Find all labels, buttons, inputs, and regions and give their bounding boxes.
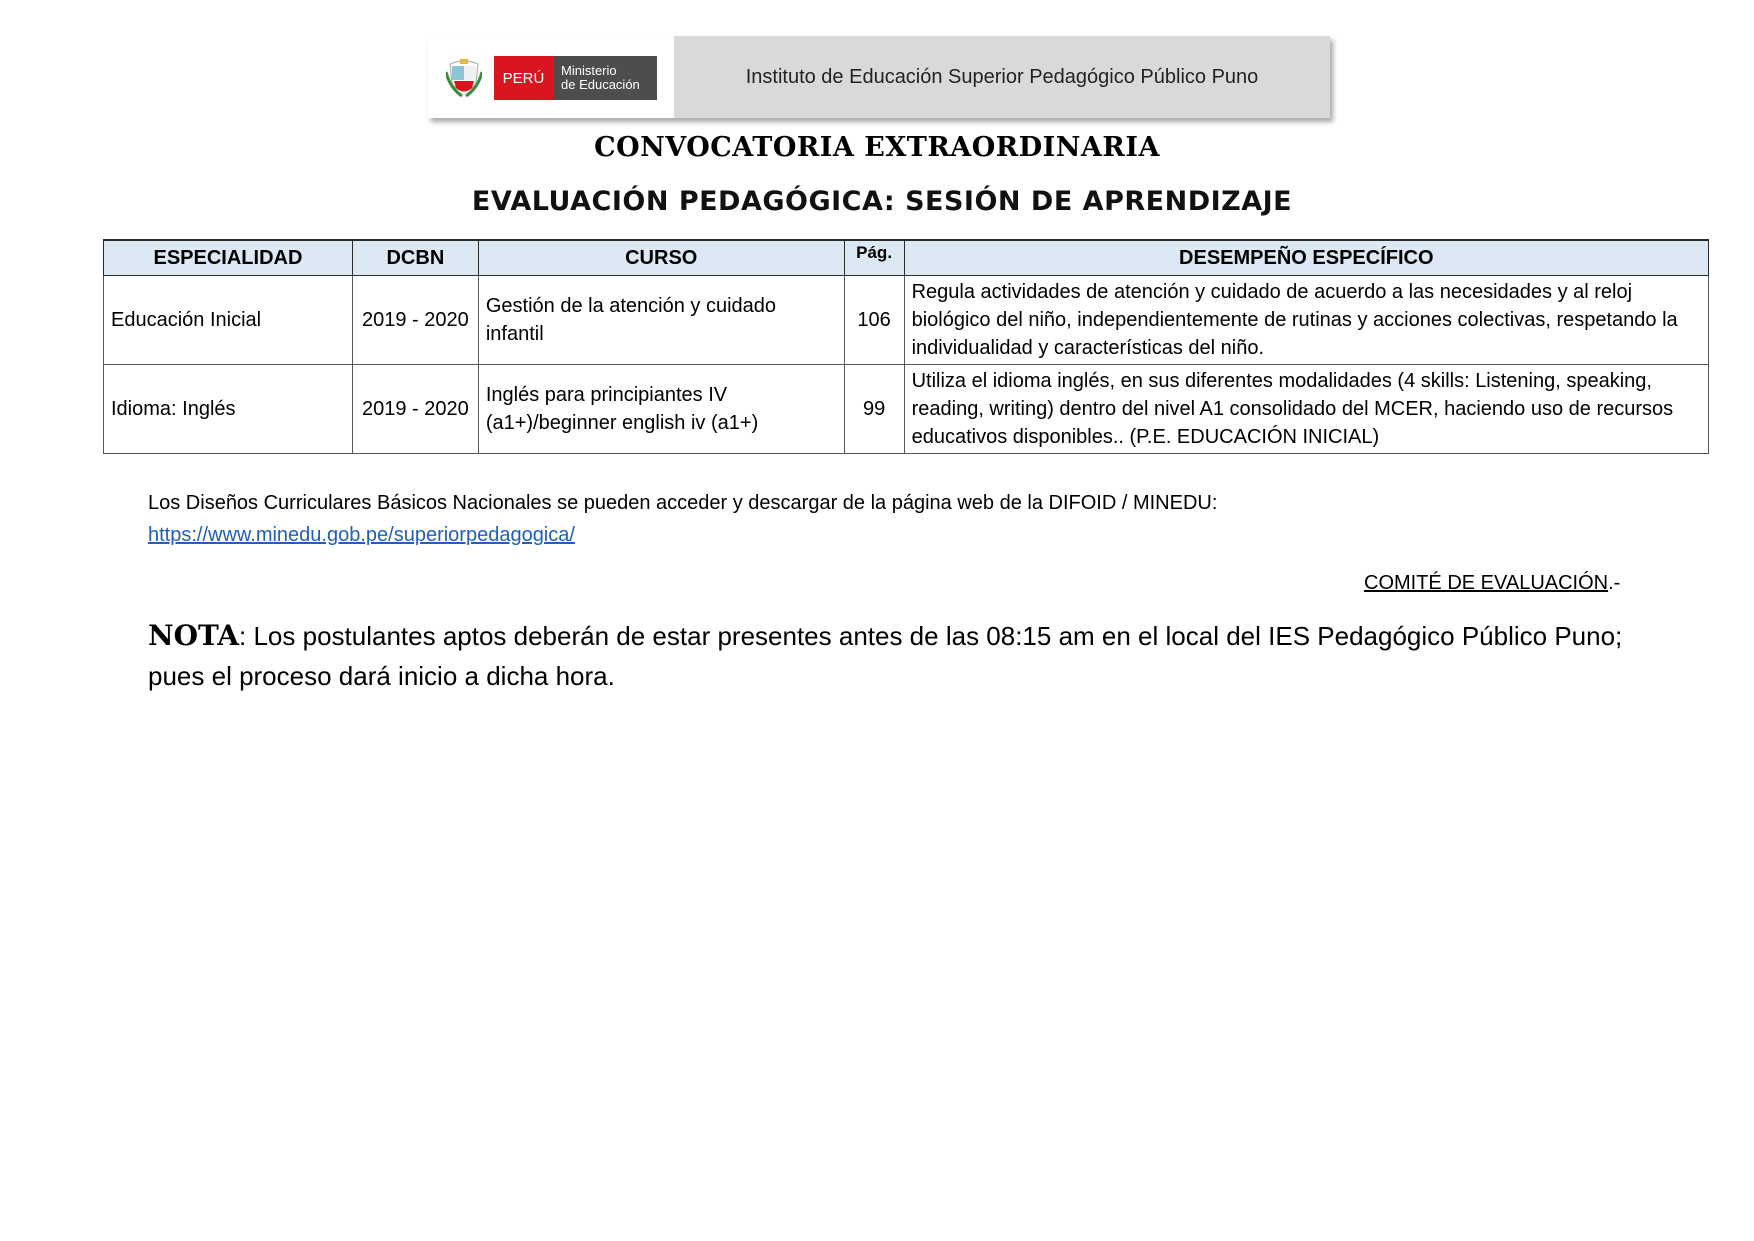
- curriculum-info-text: Los Diseños Curriculares Básicos Nacionales se pueden acceder y descargar de la página web de la DIFOID / MINEDU:: [148, 492, 1218, 514]
- nota-text: : Los postulantes aptos deberán de estar presentes antes de las 08:15 am en el local del IES Pedagógico Público Puno; pues el proceso dará inicio a dicha hora.: [148, 621, 1623, 691]
- committee-suffix: .-: [1608, 572, 1621, 594]
- table-header-row: [104, 240, 1709, 276]
- cell-dcbn: 2019 - 2020: [352, 276, 478, 365]
- nota-paragraph: [148, 616, 1628, 696]
- header-especialidad: ESPECIALIDAD: [104, 240, 353, 276]
- nota-label: NOTA: [148, 619, 240, 652]
- cell-especialidad: Idioma: Inglés: [104, 365, 353, 454]
- cell-desempeno: Regula actividades de atención y cuidado de acuerdo a las necesidades y al reloj biológico del niño, independientemente de rutinas y acciones colectivas, respetando la individualidad y características del niño.: [904, 276, 1708, 365]
- header-dcbn: DCBN: [352, 240, 478, 276]
- cell-pag: 99: [844, 365, 904, 454]
- committee-signature: [1364, 572, 1620, 595]
- minedu-link[interactable]: https://www.minedu.gob.pe/superiorpedagogica/: [148, 524, 575, 546]
- cell-curso: Gestión de la atención y cuidado infantil: [478, 276, 844, 365]
- cell-dcbn: 2019 - 2020: [352, 365, 478, 454]
- peru-label: PERÚ: [494, 56, 553, 100]
- header-desempeno: DESEMPEÑO ESPECÍFICO: [904, 240, 1708, 276]
- document-subtitle: EVALUACIÓN PEDAGÓGICA: SESIÓN DE APRENDIZAJE: [471, 186, 1293, 217]
- ministry-logo: [428, 36, 674, 118]
- table-row: [104, 365, 1709, 454]
- ministry-line-1: Ministerio: [561, 63, 617, 78]
- document-title: CONVOCATORIA EXTRAORDINARIA: [594, 132, 1160, 163]
- table-row: [104, 276, 1709, 365]
- evaluation-table: [103, 239, 1709, 454]
- header-pag: Pág.: [844, 240, 904, 276]
- ministry-line-2: de Educación: [561, 77, 640, 92]
- header-curso: CURSO: [478, 240, 844, 276]
- cell-desempeno: Utiliza el idioma inglés, en sus diferentes modalidades (4 skills: Listening, speaking, reading, writing) dentro del nivel A1 consolidado del MCER, haciendo uso de recursos educativos disponibles.. (P.E. EDUCACIÓN INICIAL): [904, 365, 1708, 454]
- institute-name: Instituto de Educación Superior Pedagógico Público Puno: [674, 36, 1330, 118]
- header-banner: [428, 36, 1330, 118]
- cell-especialidad: Educación Inicial: [104, 276, 353, 365]
- coat-of-arms-icon: [446, 58, 482, 98]
- cell-curso: Inglés para principiantes IV (a1+)/beginner english iv (a1+): [478, 365, 844, 454]
- cell-pag: 106: [844, 276, 904, 365]
- ministry-label: [553, 56, 657, 100]
- committee-label: COMITÉ DE EVALUACIÓN: [1364, 572, 1609, 594]
